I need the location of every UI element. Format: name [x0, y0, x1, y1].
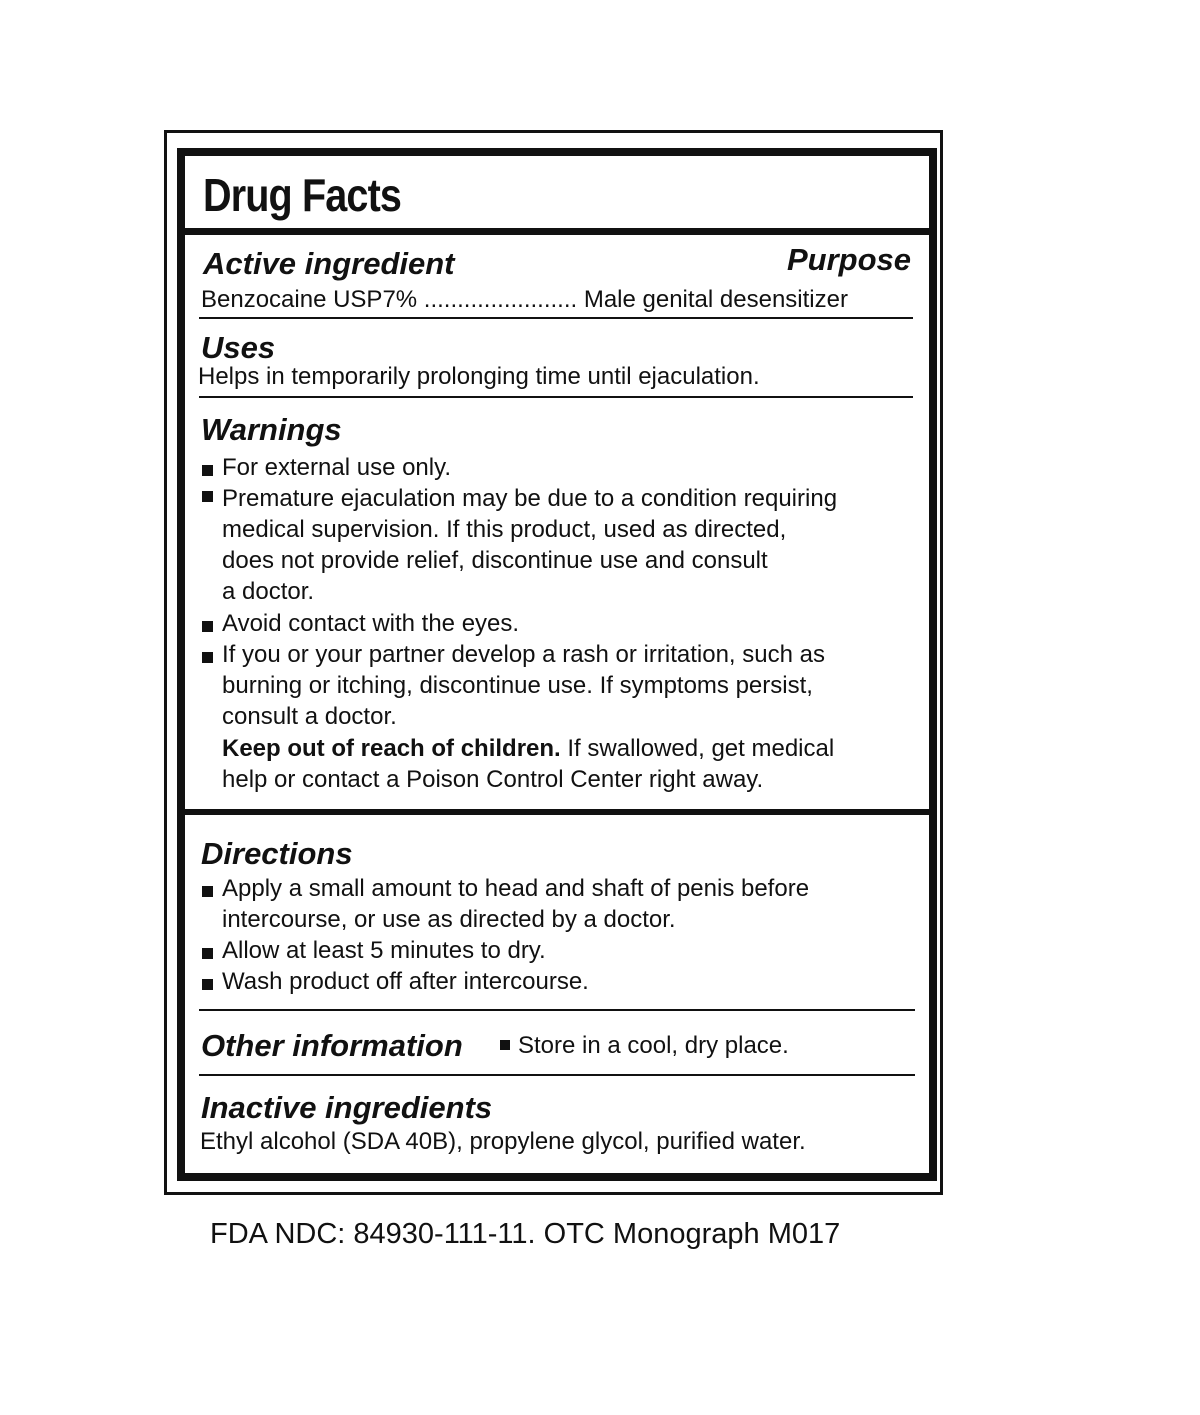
bullet-icon [202, 491, 213, 502]
fda-ndc-footer: FDA NDC: 84930-111-11. OTC Monograph M017 [210, 1218, 841, 1250]
bullet-icon [202, 652, 213, 663]
directions-item: Allow at least 5 minutes to dry. [222, 937, 546, 964]
other-information-text: Store in a cool, dry place. [518, 1032, 789, 1059]
rule-after-other [199, 1074, 915, 1076]
keep-out-rest: If swallowed, get medical [560, 735, 835, 762]
keep-out-bold: Keep out of reach of children. [222, 735, 561, 762]
drug-facts-title: Drug Facts [203, 169, 402, 221]
warning-item: Premature ejaculation may be due to a condition requiring [222, 485, 838, 512]
rule-after-directions [199, 1009, 915, 1011]
drug-facts-panel [177, 148, 937, 1181]
bullet-icon [500, 1040, 510, 1050]
other-information-heading: Other information [201, 1028, 463, 1063]
keep-out-of-reach [222, 733, 834, 764]
active-ingredient-heading: Active ingredient [203, 246, 455, 281]
uses-heading: Uses [201, 330, 276, 365]
inactive-ingredients-text: Ethyl alcohol (SDA 40B), propylene glycol, purified water. [200, 1128, 806, 1155]
thick-rule-after-warnings [185, 809, 929, 815]
warning-item: If you or your partner develop a rash or irritation, such as [222, 641, 825, 668]
warning-item-continued: does not provide relief, discontinue use and consult [222, 547, 768, 574]
warning-item: Avoid contact with the eyes. [222, 610, 520, 637]
bullet-icon [202, 979, 213, 990]
purpose-heading: Purpose [786, 242, 911, 277]
warning-item-continued: consult a doctor. [222, 703, 397, 730]
warning-item: For external use only. [222, 454, 451, 481]
bullet-icon [202, 621, 213, 632]
directions-item-continued: intercourse, or use as directed by a doctor. [222, 906, 676, 933]
warning-item-continued: medical supervision. If this product, used as directed, [222, 516, 787, 543]
title-bar [185, 156, 929, 235]
active-ingredient-line: Benzocaine USP7% ....................... Male genital desensitizer [201, 286, 848, 313]
warning-item-continued: burning or itching, discontinue use. If symptoms persist, [222, 672, 813, 699]
warnings-heading: Warnings [201, 412, 342, 447]
bullet-icon [202, 886, 213, 897]
warning-item-continued: a doctor. [222, 578, 315, 605]
inactive-ingredients-heading: Inactive ingredients [201, 1090, 493, 1125]
directions-heading: Directions [201, 836, 353, 871]
keep-out-line2: help or contact a Poison Control Center right away. [222, 766, 764, 793]
directions-item: Apply a small amount to head and shaft of penis before [222, 875, 810, 902]
uses-text: Helps in temporarily prolonging time until ejaculation. [198, 363, 760, 390]
rule-after-uses [199, 396, 913, 398]
bullet-icon [202, 948, 213, 959]
bullet-icon [202, 465, 213, 476]
directions-item: Wash product off after intercourse. [222, 968, 589, 995]
rule-after-active [199, 317, 913, 319]
